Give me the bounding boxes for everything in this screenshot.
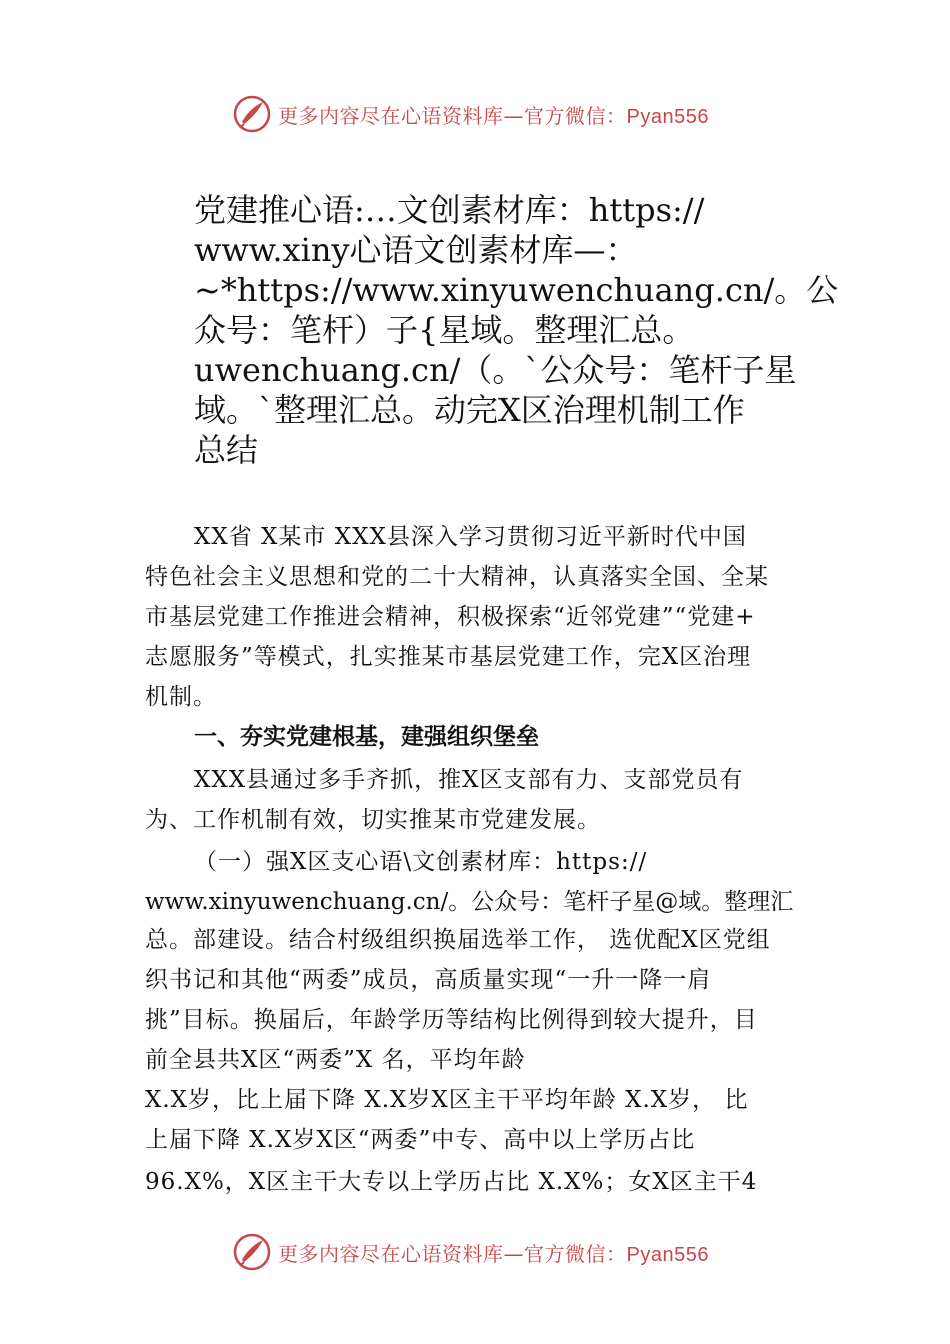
title-line: 众号：笔杆）子{星域。整理汇总。 <box>194 311 695 349</box>
body-line: 为、工作机制有效，切实推某市党建发展。 <box>145 807 601 833</box>
quill-logo-icon <box>232 94 272 134</box>
quill-logo-icon <box>232 1232 272 1272</box>
banner-text: 更多内容尽在心语资料库—官方微信：Pyan556 <box>278 103 709 128</box>
body-line: 96.X%，X区主干大专以上学历占比 X.X%；女X区主干4 <box>145 1169 758 1195</box>
document-title <box>194 190 844 470</box>
title-line: www.xiny心语文创素材库—： <box>194 231 638 269</box>
title-line: 域。`整理汇总。动完X区治理机制工作 <box>194 391 745 429</box>
body-line: （一）强X区支心语\文创素材库：https:// <box>194 849 648 875</box>
body-line: 前全县共X区“两委”X 名，平均年龄 <box>145 1047 526 1073</box>
title-line: uwenchuang.cn/（。`公众号：笔杆子星 <box>194 351 797 389</box>
body-line: X.X岁，比上届下降 X.X岁X区主干平均年龄 X.X岁， 比 <box>145 1087 749 1113</box>
body-line: 上届下降 X.X岁X区“两委”中专、高中以上学历占比 <box>145 1127 696 1153</box>
body-line: www.xinyuwenchuang.cn/。公众号：笔杆子星@域。整理汇 <box>145 889 794 915</box>
body-line: 特色社会主义思想和党的二十大精神，认真落实全国、全某 <box>145 564 769 590</box>
footer-banner <box>232 1230 709 1274</box>
body-line: 志愿服务”等模式，扎实推某市基层党建工作，完X区治理 <box>145 644 752 670</box>
body-line: 总。部建设。结合村级组织换届选举工作， 选优配X区党组 <box>145 927 771 953</box>
body-line: XXX县通过多手齐抓，推X区支部有力、支部党员有 <box>194 767 744 793</box>
body-line: 挑”目标。换届后，年龄学历等结构比例得到较大提升，目 <box>145 1007 758 1033</box>
title-line: ~*https://www.xinyuwenchuang.cn/。公 <box>194 271 839 309</box>
banner-text: 更多内容尽在心语资料库—官方微信：Pyan556 <box>278 1241 709 1266</box>
section-heading: 一、夯实党建根基，建强组织堡垒 <box>194 724 539 750</box>
title-line: 党建推心语:…文创素材库：https:// <box>194 191 705 229</box>
title-line: 总结 <box>194 431 259 469</box>
body-line: 市基层党建工作推进会精神，积极探索“近邻党建”“党建+ <box>145 604 756 630</box>
body-line: 机制。 <box>145 684 217 710</box>
header-banner <box>232 92 709 136</box>
body-line: XX省 X某市 XXX县深入学习贯彻习近平新时代中国 <box>194 524 747 550</box>
body-line: 织书记和其他“两委”成员，高质量实现“一升一降一肩 <box>145 967 712 993</box>
